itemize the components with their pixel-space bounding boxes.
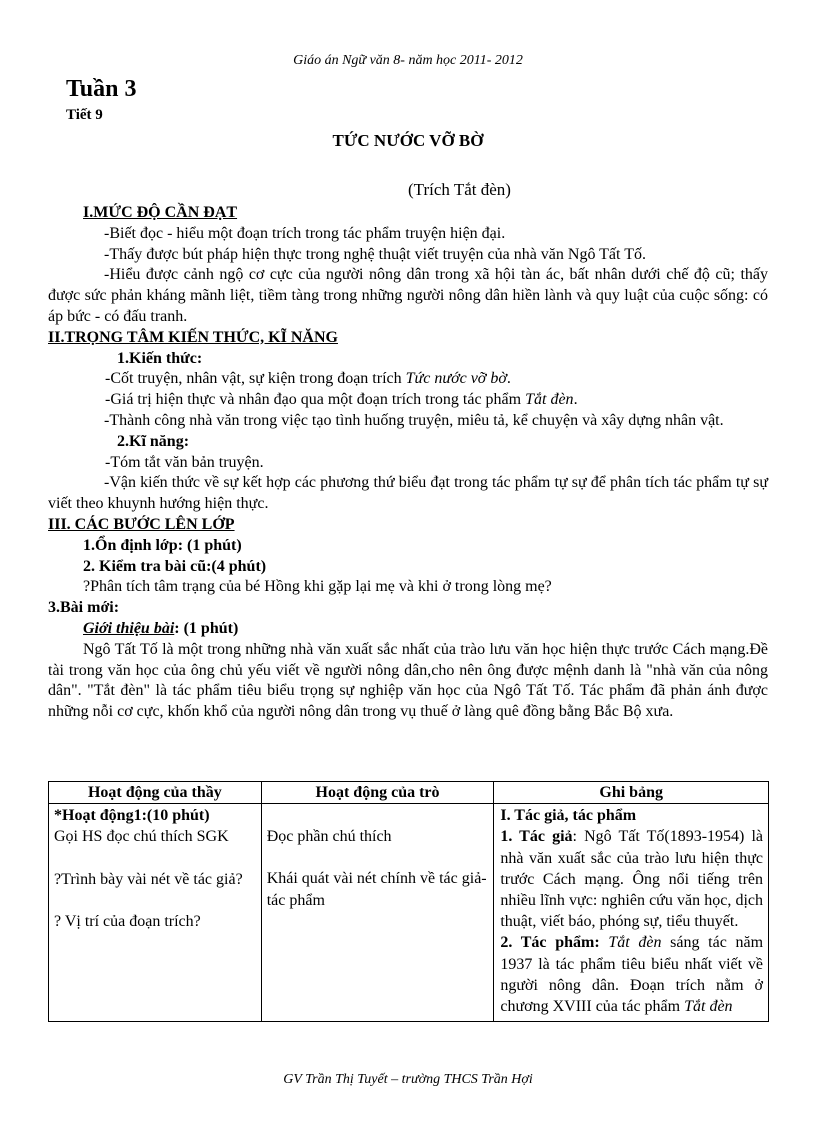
section-heading-focus: II.TRỌNG TÂM KIẾN THỨC, KĨ NĂNG [48, 328, 338, 346]
knowledge-heading: 1.Kiến thức: [117, 349, 203, 367]
table-header-student: Hoạt động của trò [261, 782, 494, 804]
skills-heading: 2.Kĩ năng: [117, 432, 190, 450]
student-cell [261, 804, 494, 1022]
teacher-cell [49, 804, 262, 1022]
activity-heading: *Hoạt động1:(10 phút) [54, 807, 210, 825]
teacher-question: ?Trình bày vài nét về tác giả? [54, 870, 243, 888]
step-3: 3.Bài mới: [48, 599, 120, 617]
review-question: ?Phân tích tâm trạng của bé Hồng khi gặp lại mẹ và khi ở trong lòng mẹ? [83, 578, 552, 596]
student-task: Đọc phần chú thích [266, 828, 392, 846]
lesson-title: TỨC NƯỚC VỠ BỜ [332, 131, 484, 150]
week-label: Tuần 3 [66, 76, 137, 102]
page-header: Giáo án Ngữ văn 8- năm học 2011- 2012 [293, 53, 523, 68]
board-heading: I. Tác giả, tác phẩm [500, 807, 637, 825]
board-author: 1. Tác giả: Ngô Tất Tố(1893-1954) là nhà văn xuất sắc của trào lưu hiện thực trước Cách mạng. Ông nổi tiếng trên nhiều lĩnh vực: nghiên cứu văn học, dịch thuật, viết báo, phóng sự, tiểu thuyết. [500, 828, 763, 931]
period-label: Tiết 9 [66, 107, 103, 123]
student-task: Khái quát vài nét chính về tác giả- tác phẩm [266, 870, 487, 909]
teacher-task: Gọi HS đọc chú thích SGK [54, 828, 229, 846]
section-heading-objectives: I.MỨC ĐỘ CẦN ĐẠT [83, 204, 238, 221]
board-cell [494, 804, 769, 1022]
knowledge-item: -Cốt truyện, nhân vật, sự kiện trong đoạn trích Tức nước vỡ bờ. [105, 370, 511, 388]
knowledge-item: -Giá trị hiện thực và nhân đạo qua một đoạn trích trong tác phẩm Tắt đèn. [105, 391, 578, 409]
lesson-subtitle: (Trích Tắt đèn) [408, 180, 511, 199]
activity-table [48, 781, 769, 1022]
step-1: 1.Ổn định lớp: (1 phút) [83, 536, 242, 554]
lesson-body [48, 203, 768, 723]
step-2: 2. Kiểm tra bài cũ:(4 phút) [83, 557, 267, 575]
table-header-teacher: Hoạt động của thầy [49, 782, 262, 804]
intro-heading: Giới thiệu bài: (1 phút) [83, 619, 239, 637]
teacher-question: ? Vị trí của đoạn trích? [54, 912, 201, 930]
intro-paragraph: Ngô Tất Tố là một trong những nhà văn xuất sắc nhất của trào lưu văn học hiện thực trước Cách mạng.Đề tài trong văn học của ông chủ yếu viết về người nông dân,cho nên ông được mệnh danh là "nhà văn của nông dân". "Tắt đèn" là tác phẩm tiêu biểu trọng sự nghiệp văn học của Ngô Tất Tố. Tác phẩm đã phản ánh được những nỗi cơ cực, khốn khổ của người nông dân trong vụ thuế ở làng quê đồng bằng Bắc Bộ xưa. [48, 640, 768, 721]
table-header-board: Ghi bảng [494, 782, 769, 804]
knowledge-item: -Thành công nhà văn trong việc tạo tình huống truyện, miêu tả, kể chuyện và xây dựng nhân vật. [104, 411, 724, 429]
skill-item: -Vận kiến thức về sự kết hợp các phương thứ biểu đạt trong tác phẩm tự sự để phân tích tác phẩm tự sự viết theo khuynh hướng hiện thực. [48, 474, 768, 513]
objective-item: -Thấy được bút pháp hiện thực trong nghệ thuật viết truyện của nhà văn Ngô Tất Tố. [104, 245, 646, 263]
objective-item: -Hiểu được cảnh ngộ cơ cực của người nông dân trong xã hội tàn ác, bất nhân dưới chế độ cũ; thấy được sức phản kháng mãnh liệt, tiềm tàng trong những người nông dân hiền lành và quy luật của cuộc sống: có áp bức - có đấu tranh. [48, 266, 768, 325]
page-footer: GV Trần Thị Tuyết – trường THCS Trần Hợi [283, 1072, 533, 1087]
board-work: 2. Tác phẩm: Tắt đèn sáng tác năm 1937 là tác phẩm tiêu biểu nhất viết về người nông dân. Đoạn trích nằm ở chương XVIII của tác phẩm Tắt đèn [500, 934, 764, 1016]
skill-item: -Tóm tắt văn bản truyện. [105, 453, 264, 471]
section-heading-steps: III. CÁC BƯỚC LÊN LỚP [48, 515, 235, 533]
objective-item: -Biết đọc - hiểu một đoạn trích trong tác phẩm truyện hiện đại. [104, 224, 506, 242]
